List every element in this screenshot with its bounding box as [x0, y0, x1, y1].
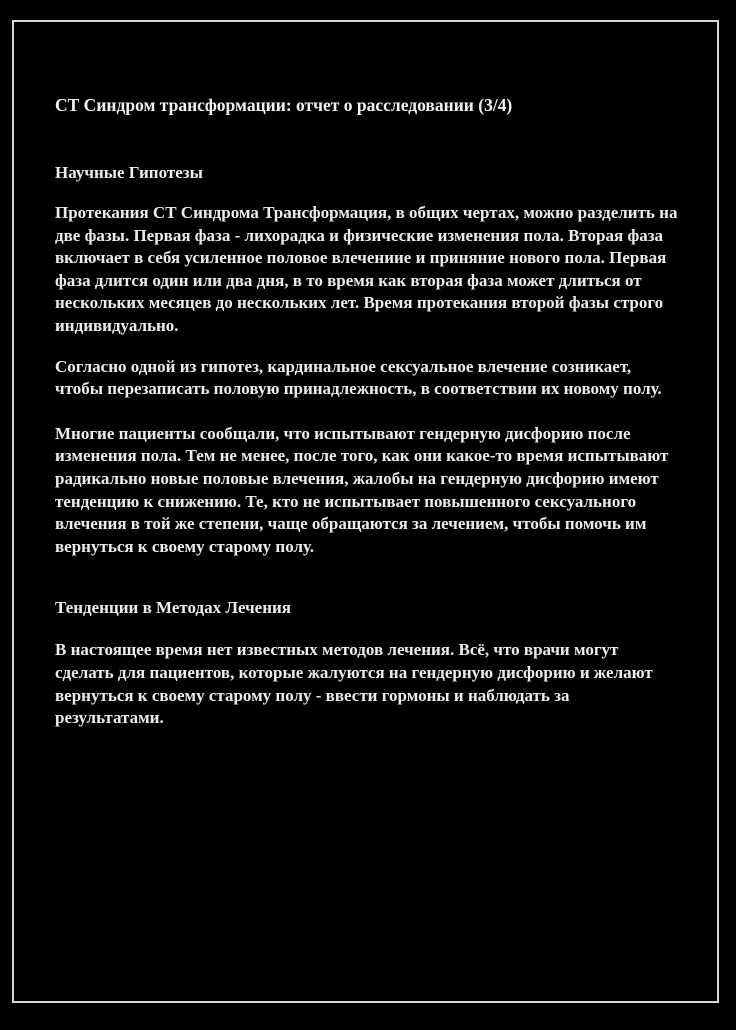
- section-heading-treatment-trends: Тенденции в Методах Лечения: [55, 598, 291, 618]
- page-frame: [12, 20, 719, 1003]
- report-title: СТ Синдром трансформации: отчет о расследовании (3/4): [55, 95, 513, 115]
- paragraph-dysphoria: Многие пациенты сообщали, что испытывают гендерную дисфорию после изменения пола. Тем не менее, после того, как они какое-то время испытывают радикально новые половые влечения, жалобы на гендерную дисфорию имеют тенденцию к снижению. Те, кто не испытывает повышенного сексуального влечения в той же степени, чаще обращаются за лечением, чтобы помочь им вернуться к своему старому полу.: [55, 423, 669, 556]
- paragraph-treatment: В настоящее время нет известных методов лечения. Всё, что врачи могут сделать для пациентов, которые жалуются на гендерную дисфорию и желают вернуться к своему старому полу - ввести гормоны и наблюдать за результатами.: [55, 640, 653, 728]
- paragraph-phases: Протекания СТ Синдрома Трансформация, в общих чертах, можно разделить на две фазы. Первая фаза - лихорадка и физические изменения пола. Вторая фаза включает в себя усиленное половое влечениие и приняние нового пола. Первая фаза длится один или два дня, в то время как вторая фаза может длиться от нескольких месяцев до нескольких лет. Время протекания второй фазы строго индивидуально.: [55, 203, 678, 335]
- paragraph-hypothesis: Согласно одной из гипотез, кардинальное сексуальное влечение созникает, чтобы перезаписать половую принадлежность, в соответствии их новому полу.: [55, 356, 662, 399]
- page-content: [14, 94, 717, 730]
- section-heading-scientific-hypotheses: Научные Гипотезы: [55, 163, 203, 182]
